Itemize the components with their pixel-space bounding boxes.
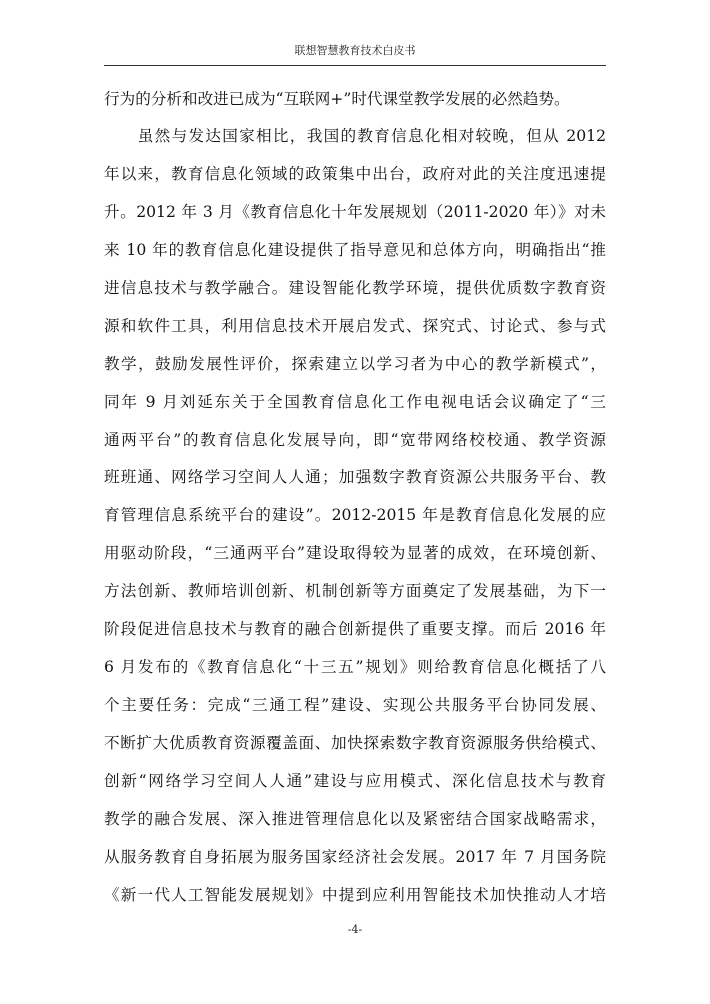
text-line: 年以来，教育信息化领域的政策集中出台，政府对此的关注度迅速提 bbox=[104, 165, 606, 183]
text-line: 班班通、网络学习空间人人通；加强数字教育资源公共服务平台、教 bbox=[104, 468, 606, 486]
text-line: 来 10 年的教育信息化建设提供了指导意见和总体方向，明确指出“推 bbox=[104, 241, 606, 259]
header-rule bbox=[104, 65, 606, 66]
text-line: 行为的分析和改进已成为“互联网+”时代课堂教学发展的必然趋势。 bbox=[104, 90, 570, 108]
text-line: 6 月发布的《教育信息化“十三五”规划》则给教育信息化概括了八 bbox=[104, 658, 606, 676]
text-line: 阶段促进信息技术与教育的融合创新提供了重要支撑。而后 2016 年 bbox=[104, 620, 606, 638]
text-line: 《新一代人工智能发展规划》中提到应利用智能技术加快推动人才培 bbox=[104, 886, 606, 904]
text-line: 从服务教育自身拓展为服务国家经济社会发展。2017 年 7 月国务院 bbox=[104, 848, 606, 866]
text-line: 源和软件工具，利用信息技术开展启发式、探究式、讨论式、参与式 bbox=[104, 317, 606, 335]
text-line: 进信息技术与教学融合。建设智能化教学环境，提供优质数字教育资 bbox=[104, 279, 606, 297]
text-line: 升。2012 年 3 月《教育信息化十年发展规划（2011-2020 年）》对未 bbox=[104, 203, 606, 221]
text-line: 同年 9 月刘延东关于全国教育信息化工作电视电话会议确定了“三 bbox=[104, 393, 606, 411]
running-header: 联想智慧教育技术白皮书 bbox=[294, 44, 416, 57]
page-number: -4- bbox=[347, 923, 363, 936]
text-line: 创新“网络学习空间人人通”建设与应用模式、深化信息技术与教育 bbox=[104, 772, 606, 790]
text-line: 虽然与发达国家相比，我国的教育信息化相对较晚，但从 2012 bbox=[104, 127, 606, 145]
text-line: 育管理信息系统平台的建设”。2012-2015 年是教育信息化发展的应 bbox=[104, 506, 606, 524]
text-line: 不断扩大优质教育资源覆盖面、加快探索数字教育资源服务供给模式、 bbox=[104, 734, 606, 752]
text-line: 用驱动阶段，“三通两平台”建设取得较为显著的成效，在环境创新、 bbox=[104, 544, 606, 562]
text-line: 教学，鼓励发展性评价，探索建立以学习者为中心的教学新模式”， bbox=[104, 355, 606, 373]
text-line: 方法创新、教师培训创新、机制创新等方面奠定了发展基础，为下一 bbox=[104, 582, 606, 600]
text-line: 教学的融合发展、深入推进管理信息化以及紧密结合国家战略需求， bbox=[104, 810, 606, 828]
text-line: 通两平台”的教育信息化发展导向，即“宽带网络校校通、教学资源 bbox=[104, 431, 606, 449]
text-line: 个主要任务：完成“三通工程”建设、实现公共服务平台协同发展、 bbox=[104, 696, 606, 714]
